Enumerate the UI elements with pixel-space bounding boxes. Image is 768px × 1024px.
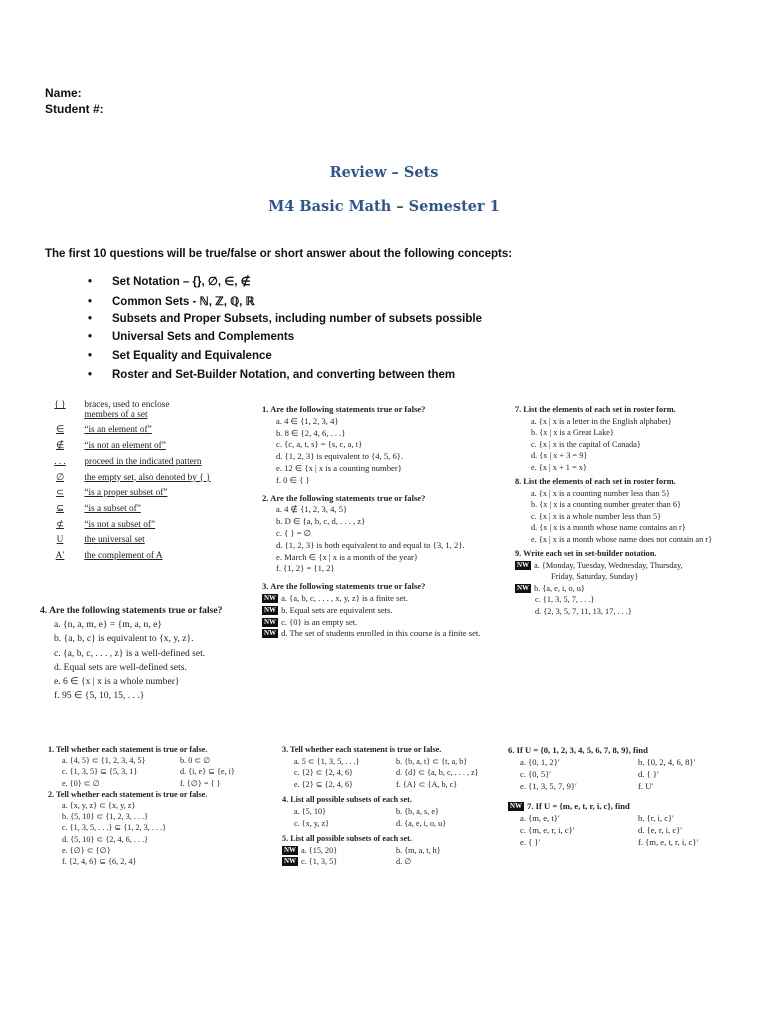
question-item: a. {n, a, m, e} = {m, a, n, e} <box>54 619 163 631</box>
item-b: b. 0 ⊂ ∅ <box>180 756 211 766</box>
question-item: e. 6 ∈ {x | x is a whole number} <box>54 676 180 688</box>
page-title: Review – Sets <box>329 164 439 181</box>
question-title-text: 7. If U = {m, e, t, r, i, c}, find <box>527 801 630 811</box>
question-item: d. {1, 2, 3} is equivalent to {4, 5, 6}. <box>276 451 404 462</box>
symbol-description: the empty set, also denoted by { } <box>84 472 211 483</box>
symbol-row <box>38 518 260 534</box>
symbol: ⊄ <box>56 519 64 530</box>
question-item <box>282 756 504 768</box>
item-d: d. {a, e, i, o, u} <box>396 818 447 828</box>
item-c: c. {m, e, r, i, c}′ <box>520 825 575 835</box>
question-item: d. {1, 2, 3} is both equivalent to and equal to {3, 1, 2}. <box>276 539 465 550</box>
question-item: c. {1, 3, 5, . . .} ⊆ {1, 2, 3, . . .} <box>62 823 166 833</box>
item-d: d. {d} ⊂ {a, b, c, . . . , z} <box>396 768 479 778</box>
question-item: f. {1, 2} = {1, 2} <box>276 563 335 574</box>
item-a: a. {m, e, t}′ <box>520 813 560 823</box>
question-item: d. {x | x is a month whose name contains an r} <box>531 523 686 532</box>
item-c: c. {0, 5}′ <box>520 769 552 779</box>
question-item <box>48 755 270 766</box>
question-item <box>515 583 755 595</box>
symbol-description: “is a subset of” <box>84 503 141 514</box>
symbol-table <box>38 398 260 565</box>
complement-block <box>508 744 758 848</box>
name-label: Name: <box>45 86 82 100</box>
question-item <box>515 560 755 572</box>
question-title: 1. Are the following statements true or false? <box>262 404 426 414</box>
symbol-description: “is a proper subset of” <box>84 488 168 499</box>
item-a: a. 5 ⊂ {1, 3, 5, . . .} <box>294 756 360 766</box>
question-item <box>508 824 758 836</box>
item-d: d. {e, r, i, c}′ <box>638 825 683 835</box>
item-f: f. {m, e, t, r, i, c}′ <box>638 837 699 847</box>
symbol: ∅ <box>55 472 65 483</box>
question-item <box>48 766 270 777</box>
question-title: 4. List all possible subsets of each set. <box>282 795 412 805</box>
item-a: a. {0, 1, 2}′ <box>520 757 560 767</box>
item-f: f. U′ <box>638 781 654 791</box>
question-item-text: a. {a, b, c, . . . , x, y, z} is a finite set. <box>281 592 408 603</box>
question-item: c. {1, 3, 5, 7, . . .} <box>535 595 595 604</box>
question-item <box>262 628 510 640</box>
nw-badge: NW <box>284 845 297 854</box>
bullet-text: Set Equality and Equivalence <box>112 350 272 362</box>
item-f: f. {∅} = { } <box>180 778 221 788</box>
bullet-item: • Subsets and Proper Subsets, including number of subsets possible <box>88 313 482 325</box>
question-item <box>48 778 270 789</box>
question-item <box>282 806 504 818</box>
question-item: e. 12 ∈ {x | x is a counting number} <box>276 462 402 473</box>
item-c: c. {2} ⊂ {2, 4, 6} <box>294 768 353 778</box>
symbol: ⊂ <box>56 488 64 499</box>
question-item-text: d. The set of students enrolled in this course is a finite set. <box>281 628 481 639</box>
question-item: e. {x | x is a month whose name does not contain an r} <box>531 534 713 544</box>
bullet-item: • Roster and Set-Builder Notation, and converting between them <box>88 369 456 381</box>
question-item: f. 0 ∈ { } <box>276 474 310 485</box>
symbol-description: braces, used to enclose <box>84 400 170 410</box>
question-item: b. {a, b, c} is equivalent to {x, y, z}. <box>54 633 194 645</box>
symbol: U <box>56 535 64 546</box>
question-item <box>262 605 510 617</box>
question-item: d. {x | x + 3 = 9} <box>531 451 588 460</box>
item-e: e. {1, 3, 5, 7, 9}′ <box>520 781 577 791</box>
question-item <box>282 845 504 857</box>
question-item-text: b. {a, e, i, o, u} <box>534 583 585 593</box>
subset-block <box>48 744 270 867</box>
question-title: 2. Are the following statements true or false? <box>262 492 426 503</box>
item-c: c. {1, 3, 5} ⊆ {5, 3, 1} <box>62 767 138 777</box>
question-item: b. {x | x is a Great Lake} <box>531 428 614 437</box>
student-number-label: Student #: <box>45 102 104 116</box>
question-item <box>282 856 504 868</box>
question-title: 8. List the elements of each set in roster form. <box>515 477 676 486</box>
bullet-text: Roster and Set-Builder Notation, and converting between them <box>112 369 456 381</box>
symbol-description: members of a set <box>84 409 148 420</box>
question-item: a. {x, y, z} ⊂ {x, y, z} <box>62 801 136 811</box>
question-item: c. { } = ∅ <box>276 527 312 538</box>
symbol-description: “is not a subset of” <box>84 519 156 530</box>
item-c: c. {1, 3, 5} <box>301 857 338 867</box>
nw-badge: NW <box>517 560 530 569</box>
symbol: ⊆ <box>56 503 64 514</box>
question-item: d. Equal sets are well-defined sets. <box>54 661 187 673</box>
bullet-item: • Set Equality and Equivalence <box>88 350 272 362</box>
question-item-text: c. {0} is an empty set. <box>281 616 358 627</box>
symbol-row <box>38 549 260 565</box>
nw-badge: NW <box>510 802 523 810</box>
item-a: a. {5, 10} <box>294 806 326 816</box>
question-title: 9. Write each set in set-builder notation. <box>515 549 657 558</box>
symbol-description: the universal set <box>84 535 145 546</box>
bullet-text: Common Sets - ℕ, ℤ, ℚ, ℝ <box>112 296 255 308</box>
question-title: 1. Tell whether each statement is true or false. <box>48 745 208 754</box>
bullet-item: • Common Sets - ℕ, ℤ, ℚ, ℝ <box>88 296 255 308</box>
bullet-item: • Universal Sets and Complements <box>88 331 295 343</box>
question-item: a. {x | x is a counting number less than 5} <box>531 488 670 498</box>
nw-badge: NW <box>284 857 297 866</box>
question-item: Friday, Saturday, Sunday} <box>551 572 639 581</box>
nw-badge: NW <box>264 593 277 602</box>
question-item <box>262 617 510 629</box>
item-b: b. {0, 2, 4, 6, 8}′ <box>638 757 696 767</box>
symbol: . . . <box>54 456 66 467</box>
item-d: d. { }′ <box>638 769 659 779</box>
question-item-text: a. {Monday, Tuesday, Wednesday, Thursday, <box>534 560 683 570</box>
question-item: e. {x | x + 1 = x} <box>531 462 587 472</box>
item-a: a. {4, 5} ⊂ {1, 2, 3, 4, 5} <box>62 756 146 766</box>
question-4-block <box>40 604 255 703</box>
question-item <box>508 780 758 792</box>
question-item: c. {x | x is a whole number less than 5} <box>531 511 662 521</box>
question-item: b. {x | x is a counting number greater than 6} <box>531 500 681 509</box>
question-item: a. 4 ∉ {1, 2, 3, 4, 5} <box>276 504 348 515</box>
symbol-description: “is an element of” <box>84 425 152 436</box>
question-item: e. March ∈ {x | x is a month of the year} <box>276 551 419 562</box>
nw-badge: NW <box>517 583 530 592</box>
symbol-row <box>38 471 260 487</box>
question-item: a. 4 ∈ {1, 2, 3, 4} <box>276 415 339 426</box>
nw-badge: NW <box>264 605 277 614</box>
item-d: d. {i, e} ⊆ {e, i} <box>180 767 235 777</box>
question-item <box>508 768 758 780</box>
question-item <box>508 756 758 768</box>
item-a: a. {15, 20} <box>301 845 338 855</box>
question-item: b. {5, 10} ⊂ {1, 2, 3, . . .} <box>62 812 149 822</box>
question-item: f. 95 ∈ {5, 10, 15, . . .} <box>54 690 145 702</box>
nw-badge: NW <box>264 617 277 626</box>
question-item: d. {5, 10} ⊂ {2, 4, 6, . . .} <box>62 834 149 844</box>
symbol-row <box>38 439 260 455</box>
item-b: b. {b, a, s, e} <box>396 806 439 816</box>
symbol-row <box>38 533 260 549</box>
item-b: b. {m, a, t, h} <box>396 845 441 855</box>
question-item: c. {x | x is the capital of Canada} <box>531 439 641 449</box>
question-item <box>508 836 758 848</box>
symbol: A′ <box>55 551 65 562</box>
question-title: 3. Are the following statements true or false? <box>262 581 426 592</box>
symbol-row <box>38 502 260 518</box>
bullet-text: Subsets and Proper Subsets, including number of subsets possible <box>112 313 482 325</box>
question-title: 7. List the elements of each set in roster form. <box>515 405 676 414</box>
item-e: e. {0} ⊂ ∅ <box>62 778 100 788</box>
item-e: e. { }′ <box>520 837 541 847</box>
symbol-row <box>38 486 260 502</box>
question-item <box>282 818 504 830</box>
symbol-description: “is not an element of” <box>84 441 166 452</box>
bullet-text: Universal Sets and Complements <box>112 331 295 343</box>
question-item: c. {c, a, t, s} = {s, c, a, t} <box>276 439 363 450</box>
symbol-row <box>38 455 260 471</box>
question-item: e. {∅} ⊂ {∅} <box>62 845 111 855</box>
question-title: 4. Are the following statements true or false? <box>40 605 223 616</box>
true-false-block <box>262 404 510 640</box>
item-c: c. {x, y, z} <box>294 818 330 828</box>
question-title: 5. List all possible subsets of each set. <box>282 834 412 844</box>
symbol: { } <box>54 400 66 410</box>
question-title <box>508 800 758 812</box>
intro-text: The first 10 questions will be true/false or short answer about the following concepts: <box>45 248 513 260</box>
item-b: b. {r, i, c}′ <box>638 813 675 823</box>
question-item: a. {x | x is a letter in the English alphabet} <box>531 416 672 426</box>
question-item <box>282 767 504 779</box>
bullet-text: Set Notation – {}, ∅, ∈, ∉ <box>112 276 251 288</box>
question-item <box>262 593 510 605</box>
question-item <box>282 779 504 791</box>
roster-block <box>515 404 755 617</box>
symbol-row <box>38 423 260 439</box>
page-subtitle: M4 Basic Math – Semester 1 <box>268 198 500 215</box>
bullet-item: • Set Notation – {}, ∅, ∈, ∉ <box>88 276 251 288</box>
question-item-text: b. Equal sets are equivalent sets. <box>281 604 393 615</box>
question-title: 6. If U = {0, 1, 2, 3, 4, 5, 6, 7, 8, 9}, find <box>508 745 648 755</box>
symbol-description: proceed in the indicated pattern <box>84 456 202 467</box>
question-title: 3. Tell whether each statement is true or false. <box>282 745 442 754</box>
item-e: e. {2} ⊆ {2, 4, 6} <box>294 779 353 789</box>
item-f: f. {A} ⊂ {A, b, c} <box>396 779 458 789</box>
question-item: b. D ∈ {a, b, c, d, . . . , z} <box>276 516 366 527</box>
item-d: d. ∅ <box>396 857 412 867</box>
nw-badge: NW <box>264 629 277 638</box>
subset-list-block <box>282 744 504 868</box>
question-item: d. {2, 3, 5, 7, 11, 13, 17, . . .} <box>535 606 632 616</box>
symbol: ∈ <box>55 425 65 436</box>
question-item <box>508 812 758 824</box>
symbol-description: the complement of A <box>84 551 163 562</box>
item-b: b. {b, a, t} ⊂ {t, a, b} <box>396 756 468 766</box>
symbol: ∉ <box>55 441 65 452</box>
question-item: c. {a, b, c, . . . , z} is a well-defined set. <box>54 647 206 659</box>
question-title: 2. Tell whether each statement is true or false. <box>48 789 208 799</box>
question-item: f. {2, 4, 6} ⊆ {6, 2, 4} <box>62 857 137 867</box>
question-item: b. 8 ∈ {2, 4, 6, . . .} <box>276 427 346 438</box>
